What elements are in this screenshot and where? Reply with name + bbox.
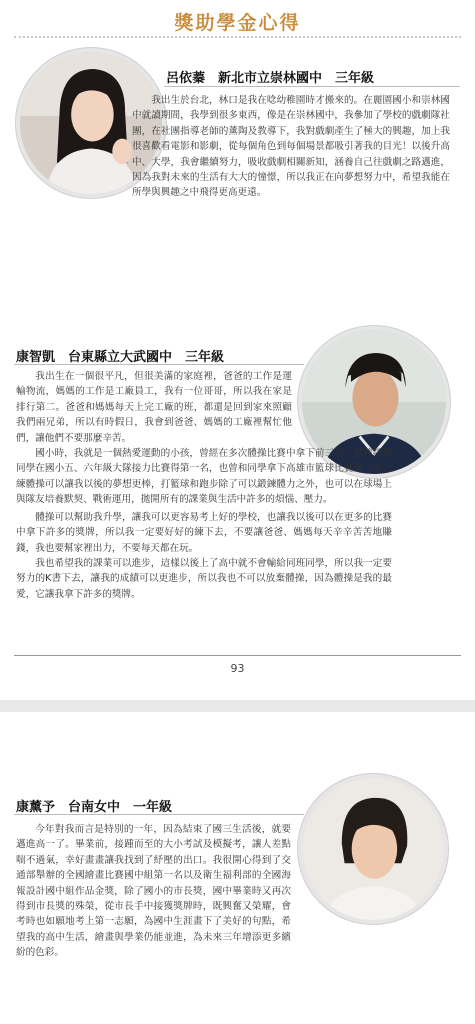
essay-2-paragraph-4: 我也希望我的課業可以進步，這樣以後上了高中就不會輸給同班同學，所以我一定要努力的K書下去，讓我的成績可以更進步，所以我也不可以放棄體操，因為體操是我的最愛，它讓我拿下許多的獎牌。 (16, 558, 392, 600)
name-underline-3 (14, 814, 304, 815)
page-number: 93 (230, 662, 245, 675)
name-underline-2 (14, 364, 304, 365)
essay-2-paragraph-3: 體操可以幫助我升學，讓我可以更容易考上好的學校，也讓我以後可以在更多的比賽中拿下許多的獎牌，所以我一定要好好的練下去，不要讓爸爸、媽媽每天辛辛苦苦地賺錢，我也要幫家裡出力，不要每天都在玩。 (16, 512, 392, 554)
footer-rule (14, 655, 461, 656)
essay-2-paragraph-1: 我出生在一個很平凡，但很美滿的家庭裡，爸爸的工作是運輸物流，媽媽的工作是工廠員工，我有一位哥哥，所以我在家是排行第二。爸爸和媽媽每天上完工廠的班，都還是回到家來照顧我們兩兄弟，所以有時假日，我會到爸爸、媽媽的工廠裡幫忙他們，讓他們不要那麼辛苦。 (16, 371, 292, 444)
student-name-1: 呂依蓁 新北市立崇林國中 三年級 (166, 71, 375, 86)
student-photo-3 (298, 774, 448, 924)
essay-3: 今年對我而言是特別的一年，因為結束了國三生活後，就要邁進高一了。畢業前，接踵而至的大小考試及模擬考，讓人差點喘不過氣，幸好畫畫讓我找到了紓壓的出口。我很開心得到了交通部舉辦的全國繪畫比賽國中組第一名以及衛生福利部的全國海報設計國中組作品金獎，除了國小的市長獎，國中畢業時又再次得到市長獎的殊榮，從市長手中接獲獎牌時，既興奮又榮耀，會考時也如願地考上第一志願，為國中生涯畫下了美好的句點，希望我的高中生活，繪畫與學業仍能並進，為未來三年增添更多繽紛的色彩。 (16, 824, 291, 959)
title-divider (14, 36, 461, 38)
essay-1: 我出生於台北，林口是我在唸幼稚園時才搬來的。在麗園國小和崇林國中就讀期間，我學到很多東西，像是在崇林國中，我參加了學校的戲劇隊社團，在社團指導老師的薰陶及教導下，我對戲劇產生了極大的興趣，加上我很喜歡看電影和影劇，從每個角色到每個場景都吸引著我的目光！以後升高中、大學，我會繼續努力，吸收戲劇相關新知，涵養自己往戲劇之路邁進，因為我對未來的生活有大大的憧憬，所以我正在向夢想努力中，希望我能在所學與興趣之中飛得更高更遠。 (132, 95, 450, 199)
student-name-3: 康薰予 台南女中 一年級 (16, 800, 173, 815)
essay-2-paragraph-2: 國小時，我就是一個熱愛運動的小孩，曾經在多次體操比賽中拿下前三名，還曾經與同學在國小五、六年級大隊接力比賽得第一名，也曾和同學拿下高雄市籃球比賽第一名。練體操可以讓我以後的夢想更棒，打籃球和跑步除了可以鍛鍊體力之外，也可以在球場上與隊友培養默契、戰術運用，拋開所有的課業與生活中許多的煩惱、壓力。 (16, 448, 392, 506)
page-gap (0, 700, 475, 712)
page-94 (0, 712, 475, 1024)
name-underline-1 (164, 86, 460, 87)
student-name-2: 康智凱 台東縣立大武國中 三年級 (16, 350, 225, 365)
page-title: 獎助學金心得 (174, 12, 301, 34)
